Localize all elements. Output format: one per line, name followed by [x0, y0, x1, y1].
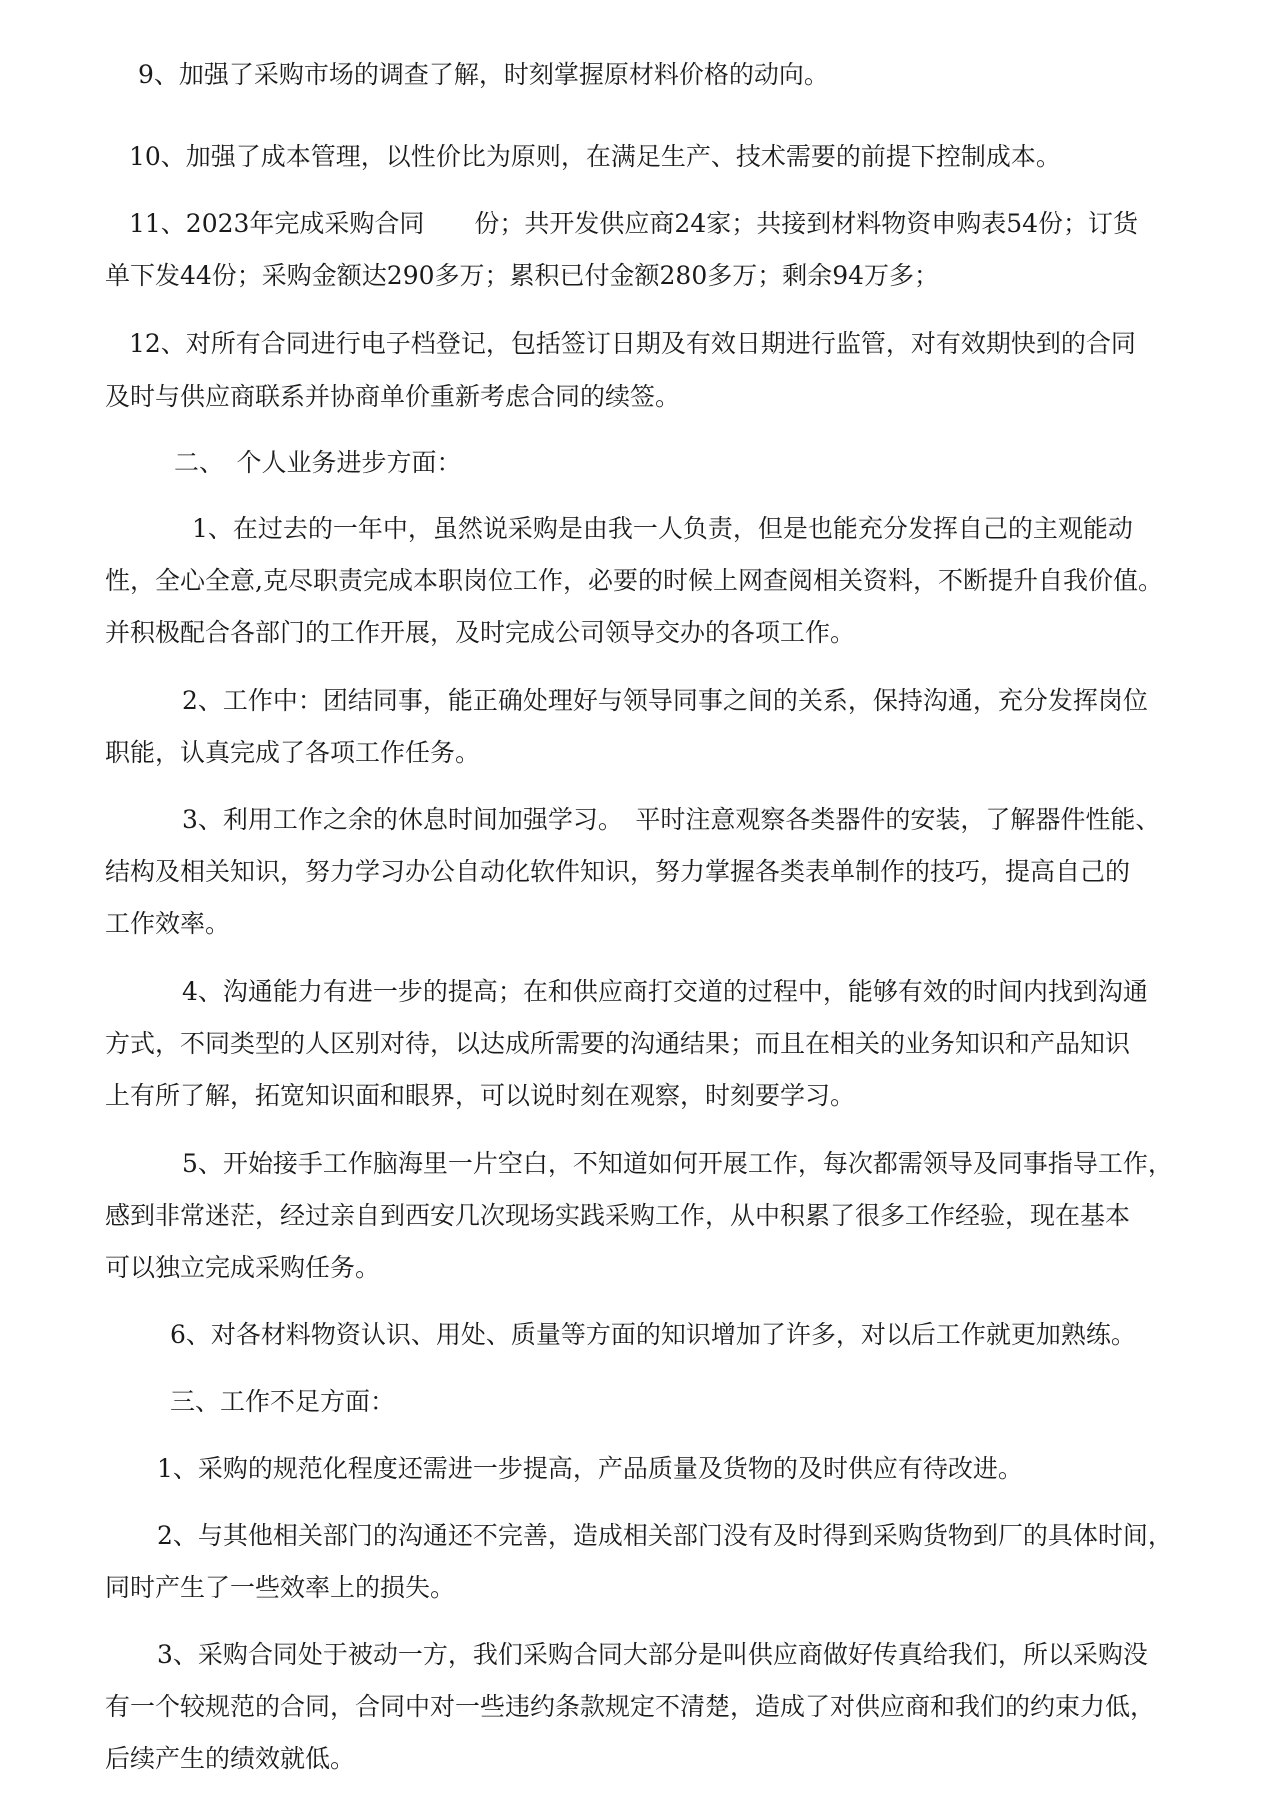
section-2-item-4-line-1: 4、沟通能力有进一步的提高；在和供应商打交道的过程中，能够有效的时间内找到沟通 — [182, 977, 1148, 1006]
item-12-line-2: 及时与供应商联系并协商单价重新考虑合同的续签。 — [105, 382, 681, 411]
section-2-item-1-line-3: 并积极配合各部门的工作开展，及时完成公司领导交办的各项工作。 — [105, 618, 856, 647]
section-2-item-4-line-2: 方式，不同类型的人区别对待，以达成所需要的沟通结果；而且在相关的业务知识和产品知识 — [105, 1029, 1131, 1058]
section-2-item-4-line-3: 上有所了解，拓宽知识面和眼界，可以说时刻在观察，时刻要学习。 — [105, 1081, 856, 1110]
section-2-item-1-line-1: 1、在过去的一年中，虽然说采购是由我一人负责，但是也能充分发挥自己的主观能动 — [192, 514, 1133, 543]
item-12-line-1: 12、对所有合同进行电子档登记，包括签订日期及有效日期进行监管，对有效期快到的合同 — [129, 329, 1136, 358]
item-11-line-1: 11、2023年完成采购合同 份；共开发供应商24家；共接到材料物资申购表54份；订货 — [129, 209, 1139, 238]
section-2-item-5-line-1: 5、开始接手工作脑海里一片空白，不知道如何开展工作，每次都需领导及同事指导工作， — [182, 1149, 1173, 1178]
section-3-item-3-line-1: 3、采购合同处于被动一方，我们采购合同大部分是叫供应商做好传真给我们，所以采购没 — [157, 1640, 1148, 1669]
section-2-item-5-line-2: 感到非常迷茫，经过亲自到西安几次现场实践采购工作，从中积累了很多工作经验，现在基本 — [105, 1201, 1131, 1230]
section-2-heading: 二、 个人业务进步方面： — [174, 448, 462, 477]
section-3-item-2-line-2: 同时产生了一些效率上的损失。 — [105, 1573, 456, 1602]
section-2-item-1-line-2: 性，全心全意,克尽职责完成本职岗位工作，必要的时候上网查阅相关资料，不断提升自我价值。 — [105, 566, 1163, 595]
section-2-item-3-line-3: 工作效率。 — [105, 909, 231, 938]
item-11-line-2: 单下发44份；采购金额达290多万；累积已付金额280多万；剩余94万多； — [105, 261, 940, 290]
section-3-heading: 三、工作不足方面： — [170, 1387, 396, 1416]
section-3-item-3-line-2: 有一个较规范的合同，合同中对一些违约条款规定不清楚，造成了对供应商和我们的约束力低， — [105, 1692, 1156, 1721]
section-2-item-3-line-2: 结构及相关知识，努力学习办公自动化软件知识，努力掌握各类表单制作的技巧，提高自己的 — [105, 857, 1131, 886]
section-3-item-3-line-3: 后续产生的绩效就低。 — [105, 1744, 356, 1773]
section-2-item-6-line-1: 6、对各材料物资认识、用处、质量等方面的知识增加了许多，对以后工作就更加熟练。 — [170, 1320, 1136, 1349]
section-2-item-2-line-1: 2、工作中：团结同事，能正确处理好与领导同事之间的关系，保持沟通，充分发挥岗位 — [182, 686, 1148, 715]
item-10-line-1: 10、加强了成本管理，以性价比为原则，在满足生产、技术需要的前提下控制成本。 — [129, 142, 1061, 171]
section-3-item-2-line-1: 2、与其他相关部门的沟通还不完善，造成相关部门没有及时得到采购货物到厂的具体时间， — [157, 1521, 1173, 1550]
section-2-item-2-line-2: 职能，认真完成了各项工作任务。 — [105, 738, 481, 767]
section-2-item-5-line-3: 可以独立完成采购任务。 — [105, 1253, 381, 1282]
section-2-item-3-line-1: 3、利用工作之余的休息时间加强学习。 平时注意观察各类器件的安装，了解器件性能、 — [182, 805, 1161, 834]
section-3-item-1-line-1: 1、采购的规范化程度还需进一步提高，产品质量及货物的及时供应有待改进。 — [157, 1454, 1023, 1483]
item-9-line-1: 9、加强了采购市场的调查了解，时刻掌握原材料价格的动向。 — [138, 60, 829, 89]
